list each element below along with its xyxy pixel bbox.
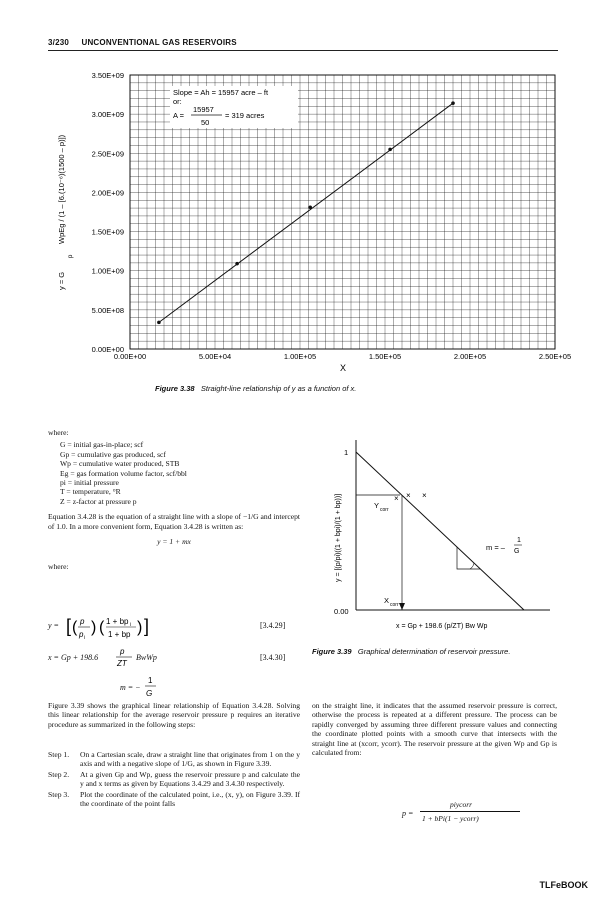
final-eq-bar bbox=[420, 811, 520, 812]
f39-point-x: × bbox=[394, 494, 399, 503]
def-item: Gp = cumulative gas produced, scf bbox=[60, 449, 166, 459]
data-point bbox=[308, 206, 312, 210]
svg-text:[: [ bbox=[66, 616, 72, 636]
annotation-result: = 319 acres bbox=[225, 111, 265, 120]
equation-m bbox=[120, 674, 180, 696]
eq-y-lhs: y = bbox=[48, 621, 59, 630]
f39-y-axis-label: y = [(p/pi)((1 + bpi)/(1 + bp))] bbox=[335, 493, 342, 582]
y-axis-label-rest: WpEg / (1 – [6.(10⁻⁶)(1500 – p)]) bbox=[57, 134, 66, 244]
f39-point-x: × bbox=[422, 491, 427, 500]
svg-text:ZT: ZT bbox=[117, 659, 127, 668]
fit-line bbox=[159, 103, 453, 322]
caption-text: Graphical determination of reservoir pressure. bbox=[357, 647, 511, 656]
f39-y-zero: 0.00 bbox=[334, 607, 349, 616]
eq-y-formula bbox=[66, 612, 186, 644]
running-title: UNCONVENTIONAL GAS RESERVOIRS bbox=[81, 38, 237, 47]
eq-num-3-4-30: [3.4.30] bbox=[260, 653, 286, 662]
annotation-line2: or: bbox=[173, 97, 182, 106]
svg-text:1 + bp: 1 + bp bbox=[106, 617, 129, 626]
y-axis-label-main: y = G bbox=[57, 271, 66, 290]
equation-line: y = 1 + mx bbox=[157, 537, 191, 547]
y-tick-label: 5.00E+08 bbox=[91, 305, 124, 315]
data-point bbox=[157, 321, 161, 325]
equation-3-4-30 bbox=[48, 646, 298, 668]
y-tick-label: 3.00E+09 bbox=[91, 110, 124, 120]
annotation-numerator: 15957 bbox=[193, 105, 214, 114]
eq-x-tail: BwWp bbox=[136, 653, 157, 662]
f39-slope-num: 1 bbox=[517, 537, 521, 544]
data-point bbox=[388, 148, 392, 152]
y-tick-label: 2.00E+09 bbox=[91, 188, 124, 198]
svg-text:i: i bbox=[130, 622, 132, 628]
caption-text: Straight-line relationship of y as a function of x. bbox=[200, 384, 357, 393]
step-1 bbox=[48, 750, 300, 769]
def-item: Z = z-factor at pressure p bbox=[60, 496, 137, 506]
paragraph-1: Equation 3.4.28 is the equation of a straight line with a slope of −1/G and intercept of 1.0. In a more convenient form, Equation 3.4.28 is written as: bbox=[48, 512, 300, 531]
svg-text:p: p bbox=[79, 630, 84, 639]
def-item: Wp = cumulative water produced, STB bbox=[60, 459, 180, 469]
x-axis-label: X bbox=[340, 363, 347, 373]
svg-text:i: i bbox=[84, 635, 86, 641]
eq-x-lhs: x = Gp + 198.6 bbox=[48, 653, 99, 662]
svg-text:p: p bbox=[120, 647, 125, 656]
caption-3-38 bbox=[155, 384, 356, 393]
x-tick-label: 0.00E+00 bbox=[113, 352, 147, 361]
eq-m-lhs: m = − bbox=[120, 683, 141, 692]
svg-text:): ) bbox=[137, 619, 143, 636]
equation-3-4-29 bbox=[48, 612, 298, 642]
annotation-line1: Slope = Ah = 15957 acre – ft bbox=[173, 88, 269, 97]
def-item: T = temperature, °R bbox=[60, 487, 121, 497]
page-number: 3/230 bbox=[48, 38, 70, 47]
f39-y-top: 1 bbox=[344, 448, 349, 457]
x-tick-label: 1.50E+05 bbox=[368, 352, 402, 361]
step-3-label: Step 3. bbox=[48, 789, 70, 799]
def-item: G = initial gas-in-place; scf bbox=[60, 440, 144, 450]
step-3 bbox=[48, 790, 300, 809]
x-tick-label: 5.00E+04 bbox=[198, 352, 232, 361]
figure-3-38 bbox=[0, 0, 604, 400]
final-eq-den: 1 + bPi(1 − ycorr) bbox=[422, 814, 479, 823]
svg-text:): ) bbox=[91, 619, 97, 636]
step-3-text: Plot the coordinate of the calculated point, i.e., (x, y), on Figure 3.39. If the coordinate of the point falls bbox=[80, 789, 300, 809]
where-label-2: where: bbox=[48, 562, 69, 572]
caption-label: Figure 3.38 bbox=[155, 384, 195, 393]
definitions-list bbox=[60, 440, 300, 506]
y-tick-label: 1.00E+09 bbox=[91, 266, 124, 276]
f39-xcorr: X bbox=[384, 596, 390, 605]
svg-text:1: 1 bbox=[148, 676, 153, 685]
left-column bbox=[48, 428, 300, 572]
final-eq-num: piycorr bbox=[450, 800, 473, 809]
step-1-label: Step 1. bbox=[48, 750, 70, 759]
footer-tag: TLFeBOOK bbox=[539, 880, 588, 890]
x-tick-labels bbox=[114, 352, 571, 361]
y-tick-labels bbox=[92, 71, 124, 354]
eq-m-fraction bbox=[144, 674, 158, 700]
step-2 bbox=[48, 770, 300, 789]
eq-num-3-4-29: [3.4.29] bbox=[260, 621, 286, 630]
def-item: Eg = gas formation volume factor, scf/bbl bbox=[60, 468, 187, 478]
where-label-1: where: bbox=[48, 428, 69, 437]
svg-text:]: ] bbox=[144, 616, 150, 636]
annotation-a-label: A = bbox=[173, 111, 185, 120]
caption-3-39 bbox=[312, 647, 542, 656]
f39-ycorr: Y bbox=[374, 501, 380, 510]
step-2-label: Step 2. bbox=[48, 769, 70, 779]
y-tick-label: 3.50E+09 bbox=[91, 71, 124, 80]
y-tick-label: 0.00E+00 bbox=[91, 345, 124, 354]
f39-arrow bbox=[399, 603, 405, 610]
x-tick-label: 1.00E+05 bbox=[283, 352, 317, 361]
step-2-text: At a given Gp and Wp, guess the reservoir pressure p and calculate the y and x terms as given by Equations 3.4.29 and 3.4.30 respectively. bbox=[80, 769, 300, 789]
f39-xcorr-sub: corr bbox=[390, 602, 399, 608]
annotation-denominator: 50 bbox=[201, 118, 210, 127]
svg-text:(: ( bbox=[99, 619, 105, 636]
y-tick-label: 1.50E+09 bbox=[91, 227, 124, 237]
y-axis-label bbox=[57, 134, 74, 290]
f39-slope-den: G bbox=[514, 548, 520, 555]
f39-slope-label: m = – bbox=[486, 543, 505, 552]
x-tick-label: 2.00E+05 bbox=[453, 352, 487, 361]
x-tick-label: 2.50E+05 bbox=[538, 352, 572, 361]
paragraph-2: Figure 3.39 shows the graphical linear relationship of Equation 3.4.28. Solving this linear relationship for the average reservoir pressure p requires an iterative procedure as summarized in the following steps: bbox=[48, 701, 300, 729]
right-column-text: on the straight line, it indicates that the assumed reservoir pressure is correct, otherwise the process is repeated at a different pressure. The process can be rapidly converged by assuming three different pressure values and connecting the coordinate plotted points with a smooth curve that intersects with the straight line at (xcorr, ycorr). The reservoir pressure at the given Wp and Gp is calculated from: bbox=[312, 701, 557, 758]
step-1-text: On a Cartesian scale, draw a straight line that originates from 1 on the y axis and with a negative slope of 1/G, as shown in Figure 3.39. bbox=[80, 750, 300, 769]
eq-x-fraction bbox=[114, 646, 136, 670]
def-item: pi = initial pressure bbox=[60, 478, 119, 488]
f39-ycorr-sub: corr bbox=[380, 507, 389, 513]
svg-text:p: p bbox=[80, 617, 85, 626]
final-eq-lhs: p = bbox=[402, 809, 414, 818]
svg-text:G: G bbox=[146, 689, 153, 698]
f39-x-axis-label: x = Gp + 198.6 (p/ZT) Bw Wp bbox=[396, 623, 488, 630]
data-point bbox=[235, 262, 239, 266]
final-equation bbox=[402, 800, 532, 826]
f39-y-axis-label-group bbox=[335, 494, 342, 582]
caption-label: Figure 3.39 bbox=[312, 647, 352, 656]
svg-text:(: ( bbox=[72, 619, 78, 636]
data-point bbox=[451, 101, 455, 105]
f39-point-x: × bbox=[406, 491, 411, 500]
svg-text:1 + bp: 1 + bp bbox=[108, 630, 131, 639]
figure-3-39 bbox=[300, 432, 560, 632]
y-tick-label: 2.50E+09 bbox=[91, 149, 124, 159]
steps-list bbox=[48, 750, 300, 808]
y-axis-label-sub: p bbox=[68, 254, 74, 258]
f39-line bbox=[356, 452, 524, 610]
